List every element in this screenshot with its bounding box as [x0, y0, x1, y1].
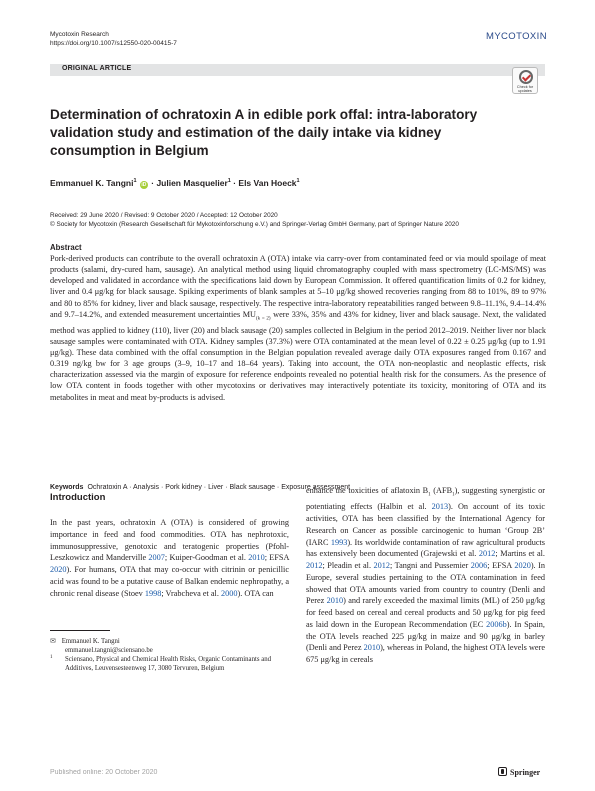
contact-name: Emmanuel K. Tangni — [61, 638, 120, 645]
footnote-divider — [50, 630, 110, 631]
publication-dates — [50, 211, 459, 230]
keywords-label: Keywords — [50, 484, 84, 491]
citation-link[interactable]: 2010 — [363, 643, 381, 653]
citation-link[interactable]: 2013 — [431, 502, 449, 512]
journal-logo: MYCOTOXIN — [486, 31, 547, 42]
section-heading-introduction: Introduction — [50, 492, 106, 503]
citation-link[interactable]: 1998 — [144, 588, 162, 598]
introduction-text-left: In the past years, ochratoxin A (OTA) is considered of growing importance in feed and food commodities. OTA has nephrotoxic, immunosuppressive, genotoxic and teratogenic properties (Pfohl-Leszkowicz and Manderville 2007; Kuiper-Goodman et al. 2010; EFSA 2020). For humans, OTA that may co-occur with citrinin or penicillic acid was found to be a putative cause of Balkan endemic nephropathy, a chronic renal disease (Stoev 1998; Vrabcheva et al. 2000). OTA can — [50, 518, 290, 598]
citation-link[interactable]: 2006b — [486, 619, 507, 629]
citation-link[interactable]: 2012 — [373, 561, 391, 571]
citation-link[interactable]: 2007 — [148, 553, 165, 563]
article-title: Determination of ochratoxin A in edible pork offal: intra-laboratory validation study and estimation of the daily intake via kidney consumption in Belgium — [50, 107, 478, 158]
check-updates-icon — [519, 70, 533, 84]
orcid-icon[interactable]: iD — [141, 182, 147, 188]
copyright-line: © Society for Mycotoxin (Research Gesellschaft für Mykotoxinforschung e.V.) and Springer-Verlag GmbH Germany, part of Springer Nature 2020 — [50, 221, 459, 229]
publisher-logo: Springer — [498, 767, 540, 777]
citation-link[interactable]: 2010 — [248, 553, 265, 563]
contact-email-link[interactable]: emmanuel.tangni@sciensano.be — [65, 647, 153, 654]
envelope-icon: ✉ — [50, 637, 56, 645]
citation-link[interactable]: 2012 — [306, 561, 323, 571]
abstract-text: Pork-derived products can contribute to the overall ochratoxin A (OTA) intake via carry-over from contaminated feed or via mould spoilage of meat products (salami, dry-cured ham, sausage). An analytical method using liquid chromatography coupled with mass spectrometry (LC-MS/MS) was developed and validated in accordance with the specifications laid down by European Commission. It offered quantification limits of 0.2 for kidney, liver and 0.4 μg/kg for black sausage. Spiking experiments of blank samples at 5–10 μg/kg showed recoveries ranging from 88 to 101%, 89 to 97% and 80 to 85% for kidney, liver and black sausage, respectively. The respective intra-laboratory repeatabilities ranged between 9.8–11.1%, 9.4–14.4% and 9.7–14.2%, and extended measurement uncertainties $MU_{(k = 2)}$ were 33%, 35% and 43% for kidney, liver and black sausage. Next, the validated method was applied to kidney (110), liver (20) and black sausage (20) samples collected in Belgium in the period 2012–2019. Neither liver nor black sausage samples were contaminated with OTA. Kidney samples (37.3%) were OTA contaminated at the mean level of 0.22 ± 0.25 μg/kg (up to 1.91 μg/kg). These data combined with the offal consumption in the Belgian population revealed average daily OTA exposures ranged from 0.167 and 0.319 ng/kg bw for 3 age groups (3–9, 10–17 and 18–64 years). Taking into account, the OTA non-neoplastic and neoplastic effects, risk characterization assessed via the margin of exposure for reference endpoints revealed no potential health risk for the consumers. As the presence of low OTA content in foods together with other mycotoxins or derivatives may interactively potentiate its toxicity, monitoring of OTA and its metabolites in meat and meat by-products is advised. — [50, 254, 547, 402]
journal-name: Mycotoxin Research — [50, 31, 109, 38]
affiliation-text: Sciensano, Physical and Chemical Health Risks, Organic Contaminants and Additives, Leuvensesteenweg 17, 3080 Tervuren, Belgium — [65, 656, 272, 672]
doi-link[interactable]: https://doi.org/10.1007/s12550-020-00415-7 — [50, 40, 177, 47]
author-name[interactable]: Julien Masquelier — [156, 178, 228, 188]
author-name[interactable]: Els Van Hoeck — [238, 178, 297, 188]
published-online: Published online: 20 October 2020 — [50, 769, 158, 776]
springer-horse-icon — [498, 767, 507, 776]
journal-header — [50, 30, 177, 48]
citation-link[interactable]: 2020 — [514, 561, 531, 571]
citation-link[interactable]: 2012 — [478, 549, 496, 559]
check-for-updates-badge[interactable]: Check for updates — [512, 67, 538, 94]
corresponding-author — [50, 637, 153, 655]
affiliation: 1 Sciensano, Physical and Chemical Health Risks, Organic Contaminants and Additives, Leuvensesteenweg 17, 3080 Tervuren, Belgium — [50, 655, 289, 673]
article-type: ORIGINAL ARTICLE — [62, 65, 132, 72]
citation-link[interactable]: 2010 — [326, 596, 344, 606]
citation-link[interactable]: 2020 — [50, 565, 67, 574]
article-type-bar — [50, 64, 545, 76]
received-dates: Received: 29 June 2020 / Revised: 9 October 2020 / Accepted: 12 October 2020 — [50, 212, 278, 219]
citation-link[interactable]: 2000 — [220, 588, 238, 598]
introduction-text-right: enhance the toxicities of aflatoxin $B_1$ $(AFB_1)$, suggesting synergistic or potentiating effects (Halbin et al. 2013). On account of its toxic activities, OTA has been classified by the International Agency for Research on Cancer as possible carcinogenic to human ‘Group 2B’ (IARC 1993). Its worldwide contamination of raw agricultural products has extensively been documented (Grajewski et al. 2012; Martins et al. 2012; Pleadin et al. 2012; Tangni and Pussemier 2006; EFSA 2020). In Europe, several studies pertaining to the OTA contamination in feed showed that OTA amounts varied from country to country (Denli and Perez 2010) and rarely exceeded the maximal limits (ML) of 250 μg/kg for feed based on cereal and cereal products and 50 μg/kg for pig feed as laid down in the European Recommendation (EC 2006b). In Spain, the OTA levels reached 225 μg/kg in maize and 90 μg/kg in barley (Denli and Perez 2010), whereas in Poland, the highest OTA levels were 675 μg/kg in cereals — [306, 486, 546, 665]
citation-link[interactable]: 2006 — [470, 561, 488, 571]
abstract-heading: Abstract — [50, 243, 82, 252]
citation-link[interactable]: 1993 — [330, 537, 348, 547]
keywords-text: Ochratoxin A · Analysis · Pork kidney · Liver · Black sausage · Exposure assessment — [87, 484, 351, 491]
author-name[interactable]: Emmanuel K. Tangni — [50, 178, 134, 188]
author-list: Emmanuel K. Tangni$^1$ iD · Julien Masquelier$^1$ · Els Van Hoeck$^1$ — [50, 178, 300, 188]
